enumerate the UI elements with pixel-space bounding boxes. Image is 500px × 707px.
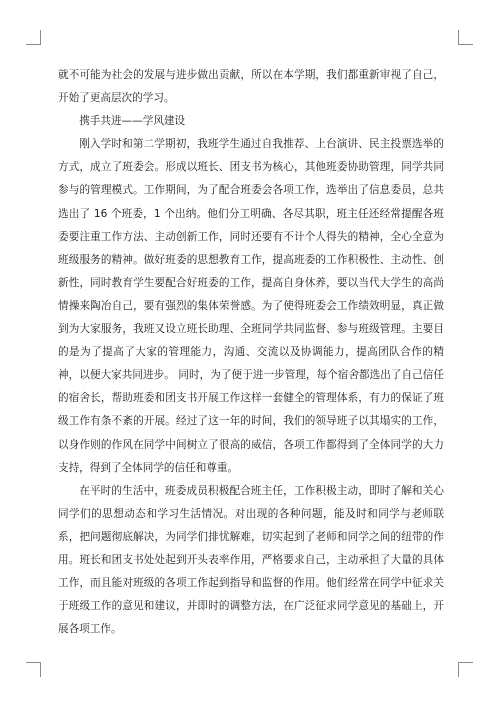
paragraph-daily-work: 在平时的生活中，班委成员积极配合班主任，工作积极主动，即时了解和关心同学们的思想动态和学习生活情况。对出现的各种问题，能及时和同学与老师联系，把问题彻底解决，为同学们排忧解难，切实起到了老师和同学之间的纽带的作用。班长和团支书处处起到开头表率作用，严格要求自己，主动承担了大量的具体工作，而且能对班级的各项工作起到指导和监督的作用。他们经常在同学中征求关于班级工作的意见和建议，并即时的调整方法，在广泛征求同学意见的基础上，开展各项工作。 — [58, 484, 444, 636]
paragraph-continued: 就不可能为社会的发展与进步做出贡献，所以在本学期，我们都重新审视了自己，开始了更高层次的学习。 — [58, 69, 444, 105]
section-heading: 携手共进——学风建设 — [79, 115, 186, 128]
document-body — [58, 64, 444, 641]
crop-mark-bottom-right — [458, 662, 473, 677]
crop-mark-top-right — [458, 30, 473, 45]
crop-mark-bottom-left — [26, 662, 41, 677]
crop-mark-top-left — [26, 30, 41, 45]
paragraph-class-committee: 刚入学时和第二学期初，我班学生通过自我推荐、上台演讲、民主投票选举的方式，成立了班委会。形成以班长、团支书为核心，其他班委协助管理，同学共同参与的管理模式。工作期间，为了配合班委会各项工作，选举出了信息委员，总共选出了 16 个班委，1 个出纳。他们分工明确、各尽其职，班主任还经常提醒各班委要注重工作方法、主动创新工作，同时还要有不计个人得失的精神，全心全意为班级服务的精神。做好班委的思想教育工作，提高班委的工作积极性、主动性、创新性，同时教育学生要配合好班委的工作，提高自身休养，要以当代大学生的高尚情操来陶冶自己，要有强烈的集体荣誉感。为了使得班委会工作绩效明显，真正做到为大家服务，我班又设立班长助理、全班同学共同监督、参与班级管理。主要目的是为了提高了大家的管理能力，沟通、交流以及协调能力，提高团队合作的精神，以便大家共同进步。 同时，为了便于进一步管理，每个宿舍都选出了自己信任的宿舍长，帮助班委和团支书开展工作这样一套健全的管理体系，有力的保证了班级工作有条不紊的开展。经过了这一年的时间，我们的领导班子以其塌实的工作，以身作则的作风在同学中间树立了很高的威信，各项工作都得到了全体同学的大力支持，得到了全体同学的信任和尊重。 — [58, 138, 444, 474]
